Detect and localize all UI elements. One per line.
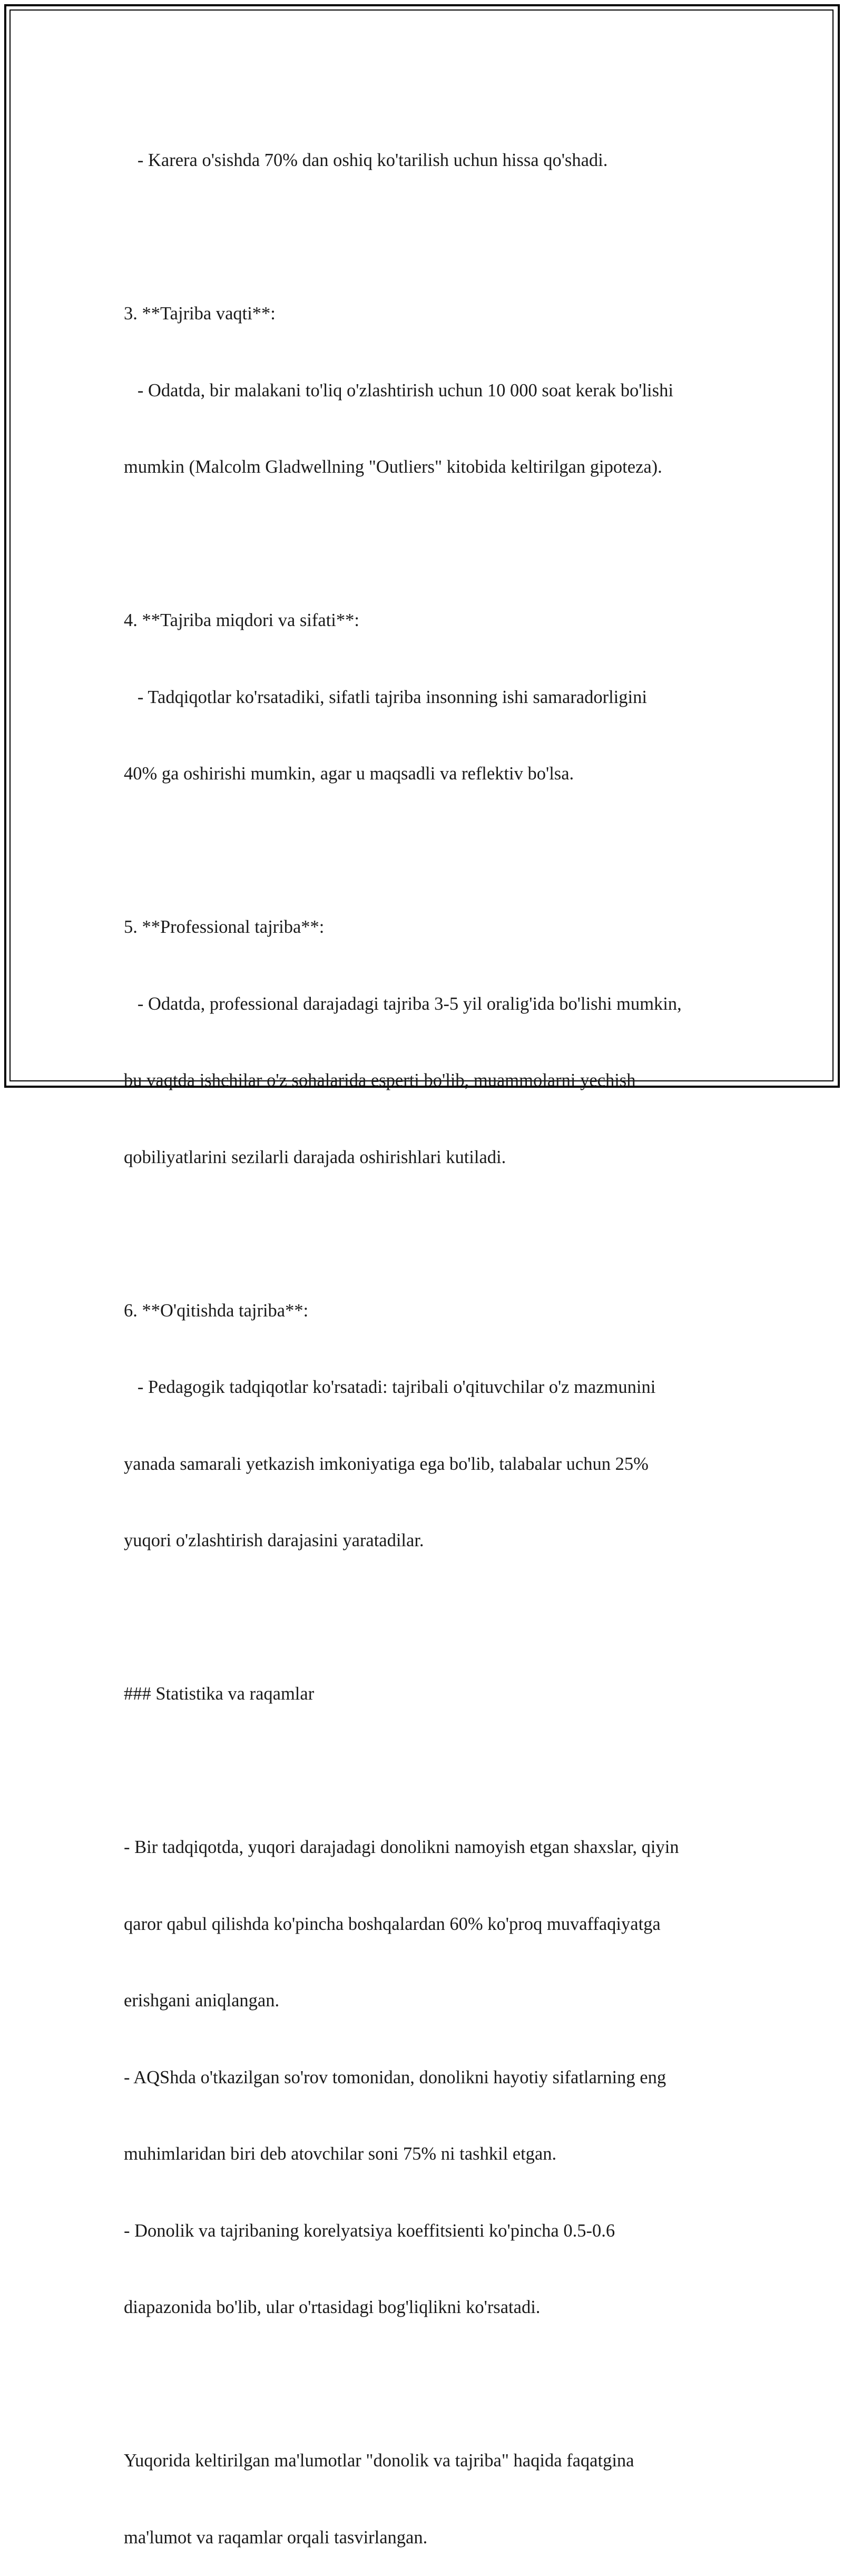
text-line: - Donolik va tajribaning korelyatsiya koeffitsienti ko'pincha 0.5-0.6 <box>124 2220 615 2241</box>
text-line: - AQShda o'tkazilgan so'rov tomonidan, donolikni hayotiy sifatlarning eng <box>124 2067 666 2087</box>
text-line: mumkin (Malcolm Gladwellning "Outliers" kitobida keltirilgan gipoteza). <box>124 457 662 477</box>
blank-line <box>124 1221 724 1247</box>
blank-line <box>124 2372 724 2397</box>
text-line: 40% ga oshirishi mumkin, agar u maqsadli va reflektiv bo'lsa. <box>124 764 574 784</box>
text-line: yanada samarali yetkazish imkoniyatiga ega bo'lib, talabalar uchun 25% <box>124 1453 649 1474</box>
text-line: - Odatda, bir malakani to'liq o'zlashtirish uchun 10 000 soat kerak bo'lishi <box>124 380 673 401</box>
text-line: diapazonida bo'lib, ular o'rtasidagi bog'liqlikni ko'rsatadi. <box>124 2297 541 2317</box>
blank-line <box>124 225 724 250</box>
blank-line <box>124 531 724 557</box>
text-line: qobiliyatlarini sezilarli darajada oshirishlari kutiladi. <box>124 1147 506 1167</box>
blank-line <box>124 1605 724 1631</box>
text-line: - Tadqiqotlar ko'rsatadiki, sifatli tajriba insonning ishi samaradorligini <box>124 687 647 707</box>
text-line: - Odatda, professional darajadagi tajriba 3-5 yil oralig'ida bo'lishi mumkin, <box>124 993 682 1014</box>
text-line: erishgani aniqlangan. <box>124 1990 280 2011</box>
list-heading: 6. **O'qitishda tajriba**: <box>124 1300 309 1321</box>
section-heading: ### Statistika va raqamlar <box>124 1684 315 1704</box>
text-line: yuqori o'zlashtirish darajasini yaratadilar. <box>124 1530 424 1550</box>
text-line: bu vaqtda ishchilar o'z sohalarida esperti bo'lib, muammolarni yechish <box>124 1070 636 1090</box>
list-heading: 4. **Tajriba miqdori va sifati**: <box>124 610 359 630</box>
text-line: Yuqorida keltirilgan ma'lumotlar "donolik va tajriba" haqida faqatgina <box>124 2451 634 2471</box>
text-line: ma'lumot va raqamlar orqali tasvirlangan. <box>124 2527 428 2548</box>
blank-line <box>124 838 724 864</box>
text-line: muhimlaridan biri deb atovchilar soni 75% ni tashkil etgan. <box>124 2144 557 2164</box>
text-line: - Pedagogik tadqiqotlar ko'rsatadi: tajribali o'qituvchilar o'z mazmunini <box>124 1377 656 1397</box>
text-line: - Karera o'sishda 70% dan oshiq ko'tarilish uchun hissa qo'shadi. <box>124 150 608 170</box>
text-line: - Bir tadqiqotda, yuqori darajadagi donolikni namoyish etgan shaxslar, qiyin <box>124 1837 679 1857</box>
text-line: qaror qabul qilishda ko'pincha boshqalardan 60% ko'proq muvaffaqiyatga <box>124 1914 661 1934</box>
document-body <box>124 96 724 2576</box>
list-heading: 3. **Tajriba vaqti**: <box>124 304 276 324</box>
list-heading: 5. **Professional tajriba**: <box>124 917 325 937</box>
blank-line <box>124 1758 724 1784</box>
